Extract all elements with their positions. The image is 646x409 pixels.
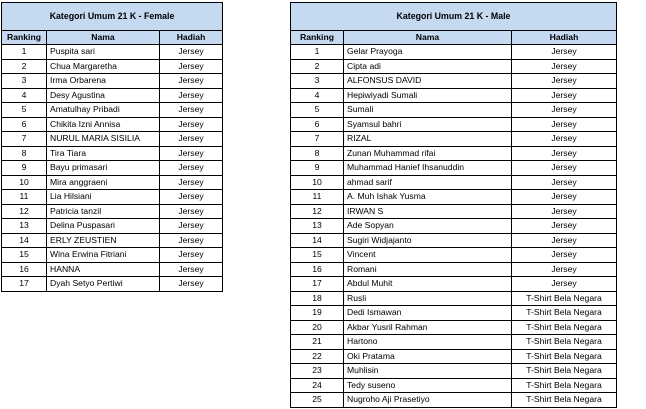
nama-cell: Patricia tanzil bbox=[47, 204, 160, 219]
ranking-cell: 4 bbox=[291, 88, 344, 103]
nama-cell: Tedy suseno bbox=[344, 378, 512, 393]
ranking-cell: 6 bbox=[2, 117, 47, 132]
hadiah-cell: Jersey bbox=[512, 45, 617, 60]
ranking-cell: 25 bbox=[291, 393, 344, 408]
table-row bbox=[291, 204, 617, 219]
ranking-cell: 5 bbox=[291, 103, 344, 118]
ranking-cell: 8 bbox=[291, 146, 344, 161]
hadiah-cell: Jersey bbox=[160, 45, 223, 60]
ranking-cell: 14 bbox=[291, 233, 344, 248]
ranking-cell: 9 bbox=[291, 161, 344, 176]
hadiah-cell: Jersey bbox=[512, 117, 617, 132]
ranking-cell: 1 bbox=[2, 45, 47, 60]
table-row bbox=[291, 393, 617, 408]
ranking-cell: 1 bbox=[291, 45, 344, 60]
nama-cell: Bayu primasari bbox=[47, 161, 160, 176]
table-row bbox=[2, 233, 223, 248]
table-row bbox=[291, 117, 617, 132]
ranking-cell: 17 bbox=[2, 277, 47, 292]
table-row bbox=[291, 306, 617, 321]
table-row bbox=[291, 291, 617, 306]
hadiah-cell: Jersey bbox=[512, 74, 617, 89]
ranking-cell: 21 bbox=[291, 335, 344, 350]
table-row bbox=[291, 349, 617, 364]
hadiah-cell: Jersey bbox=[512, 161, 617, 176]
ranking-cell: 11 bbox=[2, 190, 47, 205]
male-table-title: Kategori Umum 21 K - Male bbox=[291, 3, 617, 31]
table-row bbox=[2, 190, 223, 205]
nama-cell: IRWAN S bbox=[344, 204, 512, 219]
nama-cell: Delina Puspasari bbox=[47, 219, 160, 234]
nama-cell: Ade Sopyan bbox=[344, 219, 512, 234]
nama-cell: HANNA bbox=[47, 262, 160, 277]
nama-cell: Sugiri Widjajanto bbox=[344, 233, 512, 248]
female-table-title: Kategori Umum 21 K - Female bbox=[2, 3, 223, 31]
hadiah-cell: Jersey bbox=[160, 204, 223, 219]
table-row bbox=[2, 45, 223, 60]
ranking-cell: 13 bbox=[2, 219, 47, 234]
nama-cell: Cipta adi bbox=[344, 59, 512, 74]
hadiah-cell: Jersey bbox=[512, 190, 617, 205]
hadiah-cell: Jersey bbox=[512, 146, 617, 161]
hadiah-cell: Jersey bbox=[160, 117, 223, 132]
nama-cell: Muhlisin bbox=[344, 364, 512, 379]
table-row bbox=[2, 88, 223, 103]
hadiah-cell: Jersey bbox=[512, 59, 617, 74]
table-row bbox=[291, 320, 617, 335]
nama-cell: Mira anggraeni bbox=[47, 175, 160, 190]
nama-cell: Hepiwiyadi Sumali bbox=[344, 88, 512, 103]
female-header-ranking: Ranking bbox=[2, 31, 47, 45]
table-row bbox=[2, 74, 223, 89]
hadiah-cell: Jersey bbox=[512, 175, 617, 190]
nama-cell: ALFONSUS DAVID bbox=[344, 74, 512, 89]
hadiah-cell: T-Shirt Bela Negara bbox=[512, 364, 617, 379]
nama-cell: Nugroho Aji Prasetiyo bbox=[344, 393, 512, 408]
nama-cell: Dedi Ismawan bbox=[344, 306, 512, 321]
table-row bbox=[291, 88, 617, 103]
table-row bbox=[291, 146, 617, 161]
table-row bbox=[291, 364, 617, 379]
nama-cell: Muhammad Hanief Ihsanuddin bbox=[344, 161, 512, 176]
ranking-cell: 10 bbox=[2, 175, 47, 190]
hadiah-cell: Jersey bbox=[160, 59, 223, 74]
table-row bbox=[291, 335, 617, 350]
nama-cell: Sumali bbox=[344, 103, 512, 118]
hadiah-cell: Jersey bbox=[160, 190, 223, 205]
hadiah-cell: Jersey bbox=[512, 233, 617, 248]
table-row bbox=[291, 248, 617, 263]
hadiah-cell: Jersey bbox=[160, 161, 223, 176]
ranking-cell: 3 bbox=[2, 74, 47, 89]
nama-cell: ERLY ZEUSTIEN bbox=[47, 233, 160, 248]
ranking-cell: 18 bbox=[291, 291, 344, 306]
hadiah-cell: Jersey bbox=[160, 248, 223, 263]
hadiah-cell: Jersey bbox=[160, 146, 223, 161]
nama-cell: Desy Agustina bbox=[47, 88, 160, 103]
nama-cell: Syamsul bahri bbox=[344, 117, 512, 132]
table-row bbox=[291, 132, 617, 147]
hadiah-cell: Jersey bbox=[512, 103, 617, 118]
nama-cell: Dyah Setyo Pertiwi bbox=[47, 277, 160, 292]
hadiah-cell: Jersey bbox=[160, 219, 223, 234]
nama-cell: Puspita sari bbox=[47, 45, 160, 60]
female-header-nama: Nama bbox=[47, 31, 160, 45]
male-ranking-table bbox=[290, 2, 617, 408]
female-ranking-table bbox=[1, 2, 223, 292]
nama-cell: NURUL MARIA SISILIA bbox=[47, 132, 160, 147]
hadiah-cell: Jersey bbox=[160, 262, 223, 277]
male-header-nama: Nama bbox=[344, 31, 512, 45]
table-row bbox=[2, 161, 223, 176]
female-header-hadiah: Hadiah bbox=[160, 31, 223, 45]
table-row bbox=[291, 378, 617, 393]
hadiah-cell: Jersey bbox=[512, 248, 617, 263]
table-row bbox=[2, 146, 223, 161]
male-header-ranking: Ranking bbox=[291, 31, 344, 45]
table-row bbox=[291, 74, 617, 89]
ranking-cell: 6 bbox=[291, 117, 344, 132]
ranking-cell: 24 bbox=[291, 378, 344, 393]
nama-cell: Gelar Prayoga bbox=[344, 45, 512, 60]
nama-cell: Tira Tiara bbox=[47, 146, 160, 161]
hadiah-cell: T-Shirt Bela Negara bbox=[512, 378, 617, 393]
ranking-cell: 2 bbox=[2, 59, 47, 74]
hadiah-cell: Jersey bbox=[512, 262, 617, 277]
table-row bbox=[291, 161, 617, 176]
table-row bbox=[2, 59, 223, 74]
ranking-cell: 16 bbox=[291, 262, 344, 277]
table-row bbox=[2, 117, 223, 132]
ranking-cell: 7 bbox=[2, 132, 47, 147]
ranking-cell: 12 bbox=[2, 204, 47, 219]
hadiah-cell: Jersey bbox=[512, 219, 617, 234]
female-table-body bbox=[2, 45, 223, 292]
male-table-body bbox=[291, 45, 617, 408]
ranking-cell: 12 bbox=[291, 204, 344, 219]
ranking-cell: 13 bbox=[291, 219, 344, 234]
nama-cell: Zunan Muhammad rifai bbox=[344, 146, 512, 161]
table-row bbox=[2, 204, 223, 219]
ranking-cell: 15 bbox=[291, 248, 344, 263]
hadiah-cell: Jersey bbox=[160, 233, 223, 248]
ranking-cell: 16 bbox=[2, 262, 47, 277]
table-row bbox=[2, 262, 223, 277]
hadiah-cell: Jersey bbox=[160, 103, 223, 118]
hadiah-cell: Jersey bbox=[160, 277, 223, 292]
ranking-cell: 3 bbox=[291, 74, 344, 89]
hadiah-cell: Jersey bbox=[160, 88, 223, 103]
ranking-cell: 4 bbox=[2, 88, 47, 103]
nama-cell: ahmad sarif bbox=[344, 175, 512, 190]
ranking-cell: 10 bbox=[291, 175, 344, 190]
nama-cell: Wina Erwina Fitriani bbox=[47, 248, 160, 263]
nama-cell: Oki Pratama bbox=[344, 349, 512, 364]
nama-cell: Vincent bbox=[344, 248, 512, 263]
hadiah-cell: T-Shirt Bela Negara bbox=[512, 291, 617, 306]
nama-cell: Akbar Yusril Rahman bbox=[344, 320, 512, 335]
hadiah-cell: T-Shirt Bela Negara bbox=[512, 335, 617, 350]
nama-cell: Hartono bbox=[344, 335, 512, 350]
table-row bbox=[2, 277, 223, 292]
hadiah-cell: Jersey bbox=[512, 204, 617, 219]
hadiah-cell: T-Shirt Bela Negara bbox=[512, 393, 617, 408]
ranking-cell: 2 bbox=[291, 59, 344, 74]
male-header-hadiah: Hadiah bbox=[512, 31, 617, 45]
ranking-cell: 8 bbox=[2, 146, 47, 161]
table-row bbox=[2, 175, 223, 190]
nama-cell: Chikita Izni Annisa bbox=[47, 117, 160, 132]
nama-cell: Irma Orbarena bbox=[47, 74, 160, 89]
hadiah-cell: Jersey bbox=[160, 132, 223, 147]
hadiah-cell: T-Shirt Bela Negara bbox=[512, 306, 617, 321]
nama-cell: Chua Margaretha bbox=[47, 59, 160, 74]
table-row bbox=[291, 175, 617, 190]
ranking-cell: 20 bbox=[291, 320, 344, 335]
hadiah-cell: Jersey bbox=[512, 277, 617, 292]
ranking-cell: 17 bbox=[291, 277, 344, 292]
table-row bbox=[2, 103, 223, 118]
nama-cell: Amatulhay Pribadi bbox=[47, 103, 160, 118]
table-row bbox=[291, 262, 617, 277]
hadiah-cell: Jersey bbox=[512, 88, 617, 103]
table-row bbox=[2, 248, 223, 263]
table-row bbox=[291, 233, 617, 248]
table-row bbox=[291, 59, 617, 74]
nama-cell: Abdul Muhit bbox=[344, 277, 512, 292]
nama-cell: A. Muh Ishak Yusma bbox=[344, 190, 512, 205]
ranking-cell: 7 bbox=[291, 132, 344, 147]
ranking-cell: 9 bbox=[2, 161, 47, 176]
table-row bbox=[291, 103, 617, 118]
hadiah-cell: Jersey bbox=[160, 74, 223, 89]
nama-cell: Rusli bbox=[344, 291, 512, 306]
nama-cell: Romani bbox=[344, 262, 512, 277]
ranking-cell: 19 bbox=[291, 306, 344, 321]
table-row bbox=[291, 277, 617, 292]
table-row bbox=[2, 219, 223, 234]
ranking-cell: 23 bbox=[291, 364, 344, 379]
table-row bbox=[291, 219, 617, 234]
table-row bbox=[291, 190, 617, 205]
hadiah-cell: T-Shirt Bela Negara bbox=[512, 320, 617, 335]
table-row bbox=[291, 45, 617, 60]
nama-cell: Lia Hilsiani bbox=[47, 190, 160, 205]
hadiah-cell: T-Shirt Bela Negara bbox=[512, 349, 617, 364]
ranking-cell: 15 bbox=[2, 248, 47, 263]
table-row bbox=[2, 132, 223, 147]
ranking-cell: 14 bbox=[2, 233, 47, 248]
ranking-cell: 22 bbox=[291, 349, 344, 364]
ranking-cell: 11 bbox=[291, 190, 344, 205]
hadiah-cell: Jersey bbox=[512, 132, 617, 147]
nama-cell: RIZAL bbox=[344, 132, 512, 147]
hadiah-cell: Jersey bbox=[160, 175, 223, 190]
ranking-cell: 5 bbox=[2, 103, 47, 118]
